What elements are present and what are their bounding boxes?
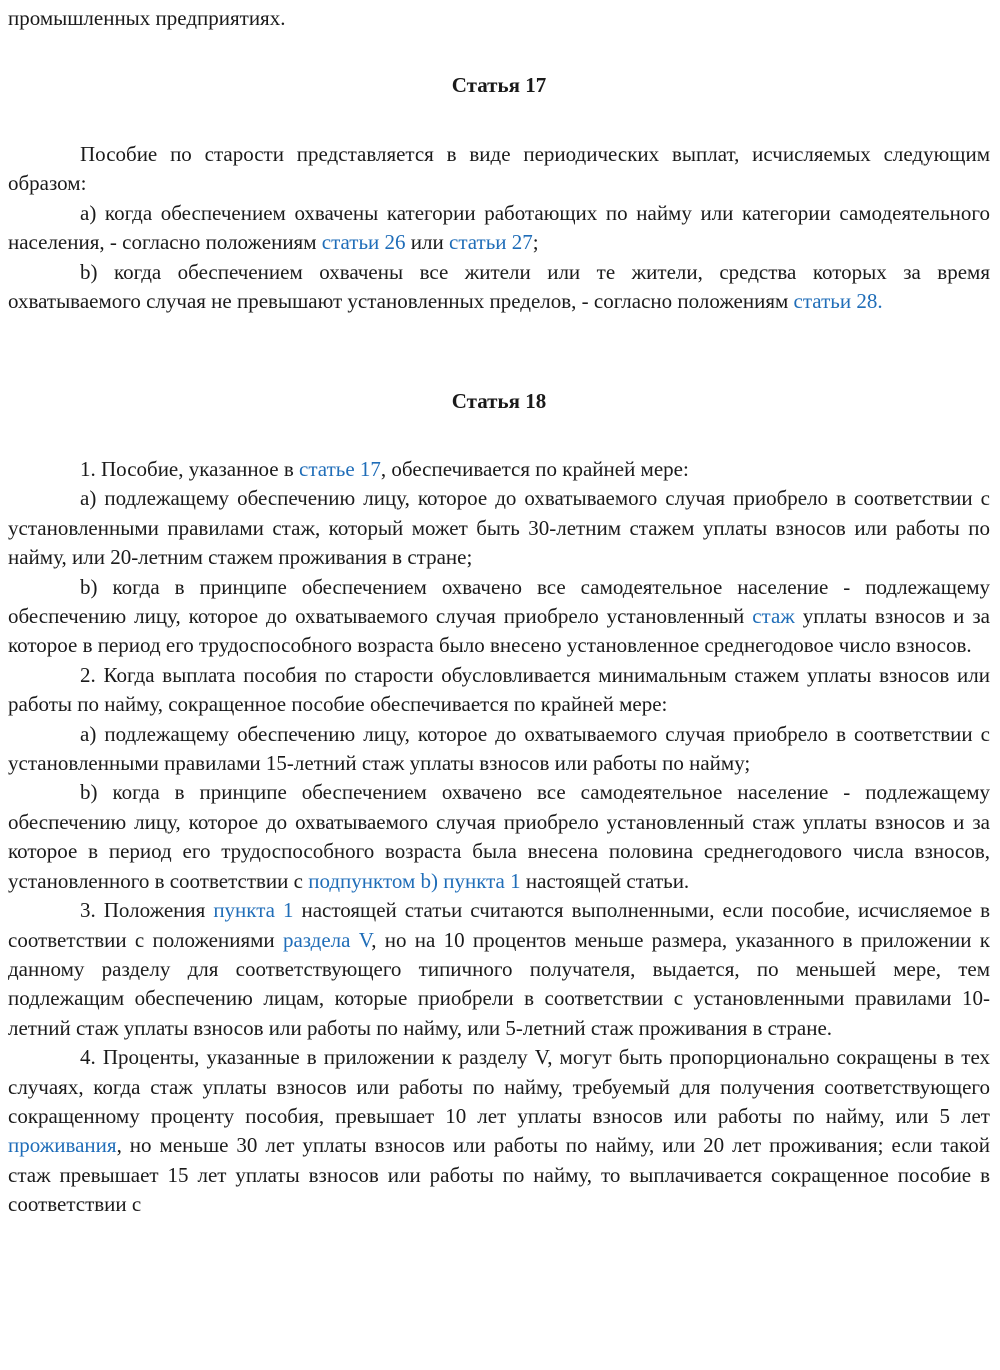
text-run: , обеспечивается по крайней мере: — [380, 457, 689, 481]
text-run: b) когда в принципе обеспечением охвачено все самодеятельное население - подлежащему обеспечению лицу, которое до охватываемого случая приобрело установленный — [8, 574, 990, 629]
article-18-paragraph-2-item-b — [8, 778, 990, 896]
article-17-item-b — [8, 258, 990, 317]
article-17-paragraph-intro: Пособие по старости представляется в виде периодических выплат, исчисляемых следующим образом: — [8, 142, 990, 196]
article-18-paragraph-3 — [8, 896, 990, 1043]
text-run: ; — [532, 230, 539, 255]
article-18-paragraph-1 — [8, 455, 990, 484]
link-subparagraph-b-paragraph-1[interactable]: подпунктом b) пункта 1 — [308, 868, 521, 893]
text-run: , но на 10 процентов меньше размера, указанного в приложении к данному разделу для соответствующего типичного получателя, выдается, по меньшей мере, тем подлежащим обеспечению лицам, которые приобрели в соответствии с установленными правилами 10-летний стаж уплаты взносов или работы по найму, или 5-летний стаж проживания в стране. — [8, 927, 990, 1040]
link-section-v[interactable]: раздела V — [282, 927, 372, 952]
text-run: b) когда обеспечением охвачены все жители или те жители, средства которых за время охватываемого случая не превышают установленных пределов, - согласно положениям — [8, 259, 990, 314]
text-run: настоящей статьи считаются выполненными, если пособие, исчисляемое в соответствии с положениями — [8, 898, 990, 952]
text-run: 4. Проценты, указанные в приложении к разделу V, могут быть пропорционально сокращены в тех случаях, когда стаж уплаты взносов или работы по найму, требуемый для получения соответствующего сокращенному проценту пособия, превышает 10 лет уплаты взносов или работы по найму, или 5 лет — [8, 1045, 990, 1128]
article-18-body — [8, 455, 990, 1220]
link-residence[interactable]: проживания — [8, 1133, 117, 1158]
text-run: , но меньше 30 лет уплаты взносов или работы по найму, или 20 лет проживания; если такой стаж превышает 15 лет уплаты взносов или работы по найму, то выплачивается сокращенное пособие в соответствии с — [8, 1133, 990, 1217]
text-run: b) когда в принципе обеспечением охвачено все самодеятельное население - подлежащему обеспечению лицу, которое до охватываемого случая приобрело установленный стаж уплаты взносов и за которое в период его трудоспособного возраста была внесена половина среднегодового числа взносов, установленного в соответствии с — [8, 780, 990, 893]
article-18-heading: Статья 18 — [451, 389, 547, 413]
text-run: уплаты взносов и за которое в период его трудоспособного возраста было внесено установленное среднегодовое число взносов. — [8, 604, 990, 658]
previous-page-fragment: промышленных предприятиях. — [8, 6, 286, 30]
link-paragraph-1[interactable]: пункта 1 — [213, 898, 294, 923]
link-article-26[interactable]: статьи 26 — [321, 230, 406, 255]
article-17-body — [8, 140, 990, 316]
text-run: 1. Пособие, указанное в — [80, 457, 300, 481]
link-stazh[interactable]: стаж — [752, 604, 795, 629]
text-run: или — [405, 230, 450, 255]
link-article-17[interactable]: статье 17 — [299, 457, 381, 481]
link-article-28[interactable]: статьи 28. — [793, 289, 883, 314]
text-run: настоящей статьи. — [520, 868, 690, 893]
link-article-27[interactable]: статьи 27 — [449, 230, 533, 255]
article-18-paragraph-2-item-a: а) подлежащему обеспечению лицу, которое до охватываемого случая приобрело в соответствии с установленными правилами 15-летний стаж уплаты взносов или работы по найму; — [8, 721, 990, 776]
article-17-heading: Статья 17 — [451, 73, 547, 97]
article-18-paragraph-2: 2. Когда выплата пособия по старости обусловливается минимальным стажем уплаты взносов или работы по найму, сокращенное пособие обеспечивается по крайней мере: — [8, 662, 990, 717]
text-run: а) когда обеспечением охвачены категории работающих по найму или категории самодеятельного населения, - согласно положениям — [8, 200, 990, 255]
article-18-paragraph-4 — [8, 1043, 990, 1219]
text-run: 3. Положения — [80, 898, 214, 923]
article-17-item-a — [8, 199, 990, 258]
article-18-paragraph-1-item-a: а) подлежащему обеспечению лицу, которое до охватываемого случая приобрело в соответствии с установленными правилами стаж, который может быть 30-летним стажем уплаты взносов или работы по найму, или 20-летним стажем проживания в стране; — [8, 486, 990, 570]
article-18-paragraph-1-item-b — [8, 573, 990, 661]
